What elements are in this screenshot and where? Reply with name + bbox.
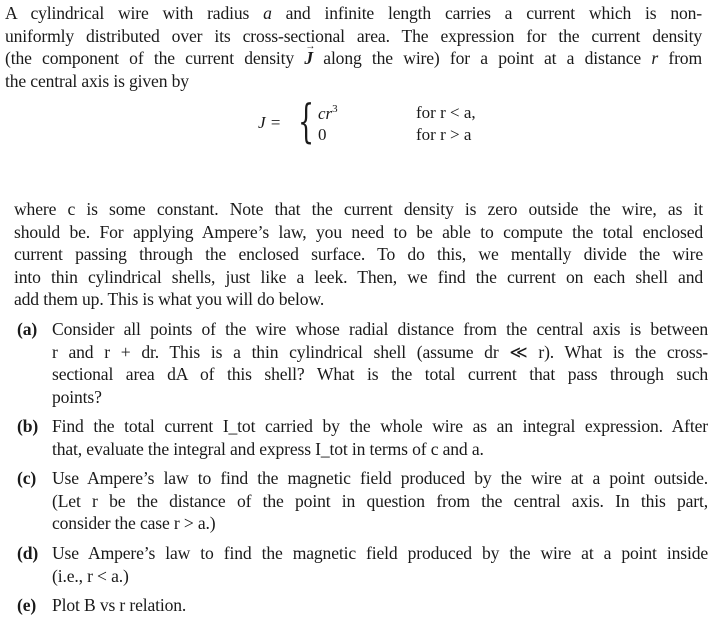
intro-line-4: the central axis is given by — [5, 70, 189, 91]
body-line-1: where c is some constant. Note that the current density is zero outside the wire, as it — [14, 199, 703, 219]
left-brace: { — [298, 94, 315, 148]
question-d-line-1: Use Ampere’s law to find the magnetic field produced by the wire at a point inside — [52, 543, 708, 563]
text: A cylindrical wire with radius — [5, 3, 264, 23]
intro-paragraph — [5, 2, 702, 92]
question-c-label: (c) — [17, 468, 37, 488]
question-c-body — [52, 467, 708, 535]
case-1-exponent: 3 — [332, 103, 338, 115]
question-e-line-1: Plot B vs r relation. — [52, 595, 187, 615]
question-a-label: (a) — [17, 319, 38, 339]
text: and infinite length carries a current which is non- — [271, 3, 703, 23]
question-a-body — [52, 318, 708, 408]
question-e-label: (e) — [17, 595, 37, 615]
question-d-body — [52, 542, 708, 587]
vector-j: → J — [304, 47, 313, 70]
question-a-line-2: r and r + dr. This is a thin cylindrical shell (assume dr ≪ r). What is the cross- — [52, 341, 708, 362]
text: along the wire) for a point at a distance — [312, 48, 652, 68]
body-line-5: add them up. This is what you will do below. — [14, 289, 325, 309]
question-b-body — [52, 415, 708, 460]
question-a-line-4: points? — [52, 386, 102, 407]
text: from — [658, 48, 702, 68]
body-line-2: should be. For applying Ampere’s law, you need to be able to compute the total enclosed — [14, 221, 703, 242]
question-b-line-1: Find the total current I_tot carried by the whole wire as an integral expression. After — [52, 416, 708, 436]
body-paragraph — [14, 198, 703, 311]
equation-lhs: J = — [258, 113, 282, 132]
math-a: a — [263, 3, 272, 23]
question-d-label: (d) — [17, 543, 39, 563]
question-e-body — [52, 594, 708, 617]
question-c-line-3: consider the case r > a.) — [52, 513, 216, 533]
case-2-value: 0 — [318, 125, 327, 144]
body-line-4: into thin cylindrical shells, just like a leek. Then, we find the current on each shell and — [14, 266, 703, 287]
intro-line-2: uniformly distributed over its cross-sectional area. The expression for the current density — [5, 25, 702, 46]
question-d-line-2: (i.e., r < a.) — [52, 565, 129, 586]
body-line-3: current passing through the enclosed surface. To do this, we mentally divide the wire — [14, 244, 703, 264]
intro-line-3 — [5, 47, 702, 70]
equation-case-1 — [318, 103, 476, 124]
text: (the component of the current density — [5, 48, 305, 68]
question-b-line-2: that, evaluate the integral and express I_tot in terms of c and a. — [52, 438, 484, 459]
case-1-value: cr — [318, 104, 333, 123]
question-b-label: (b) — [17, 416, 39, 436]
case-1-condition: for r < a, — [416, 103, 476, 122]
math-r: r — [651, 48, 659, 68]
case-2-condition: for r > a — [416, 125, 472, 144]
question-a-line-1: Consider all points of the wire whose radial distance from the central axis is between — [52, 319, 708, 339]
equation-case-2 — [318, 125, 472, 145]
question-c-line-2: (Let r be the distance of the point in question from the central axis. In this part, — [52, 490, 708, 511]
question-a-line-3: sectional area dA of this shell? What is the total current that pass through such — [52, 364, 708, 384]
current-density-equation — [258, 94, 518, 149]
question-c-line-1: Use Ampere’s law to find the magnetic field produced by the wire at a point outside. — [52, 468, 708, 488]
intro-line-1 — [5, 2, 702, 25]
